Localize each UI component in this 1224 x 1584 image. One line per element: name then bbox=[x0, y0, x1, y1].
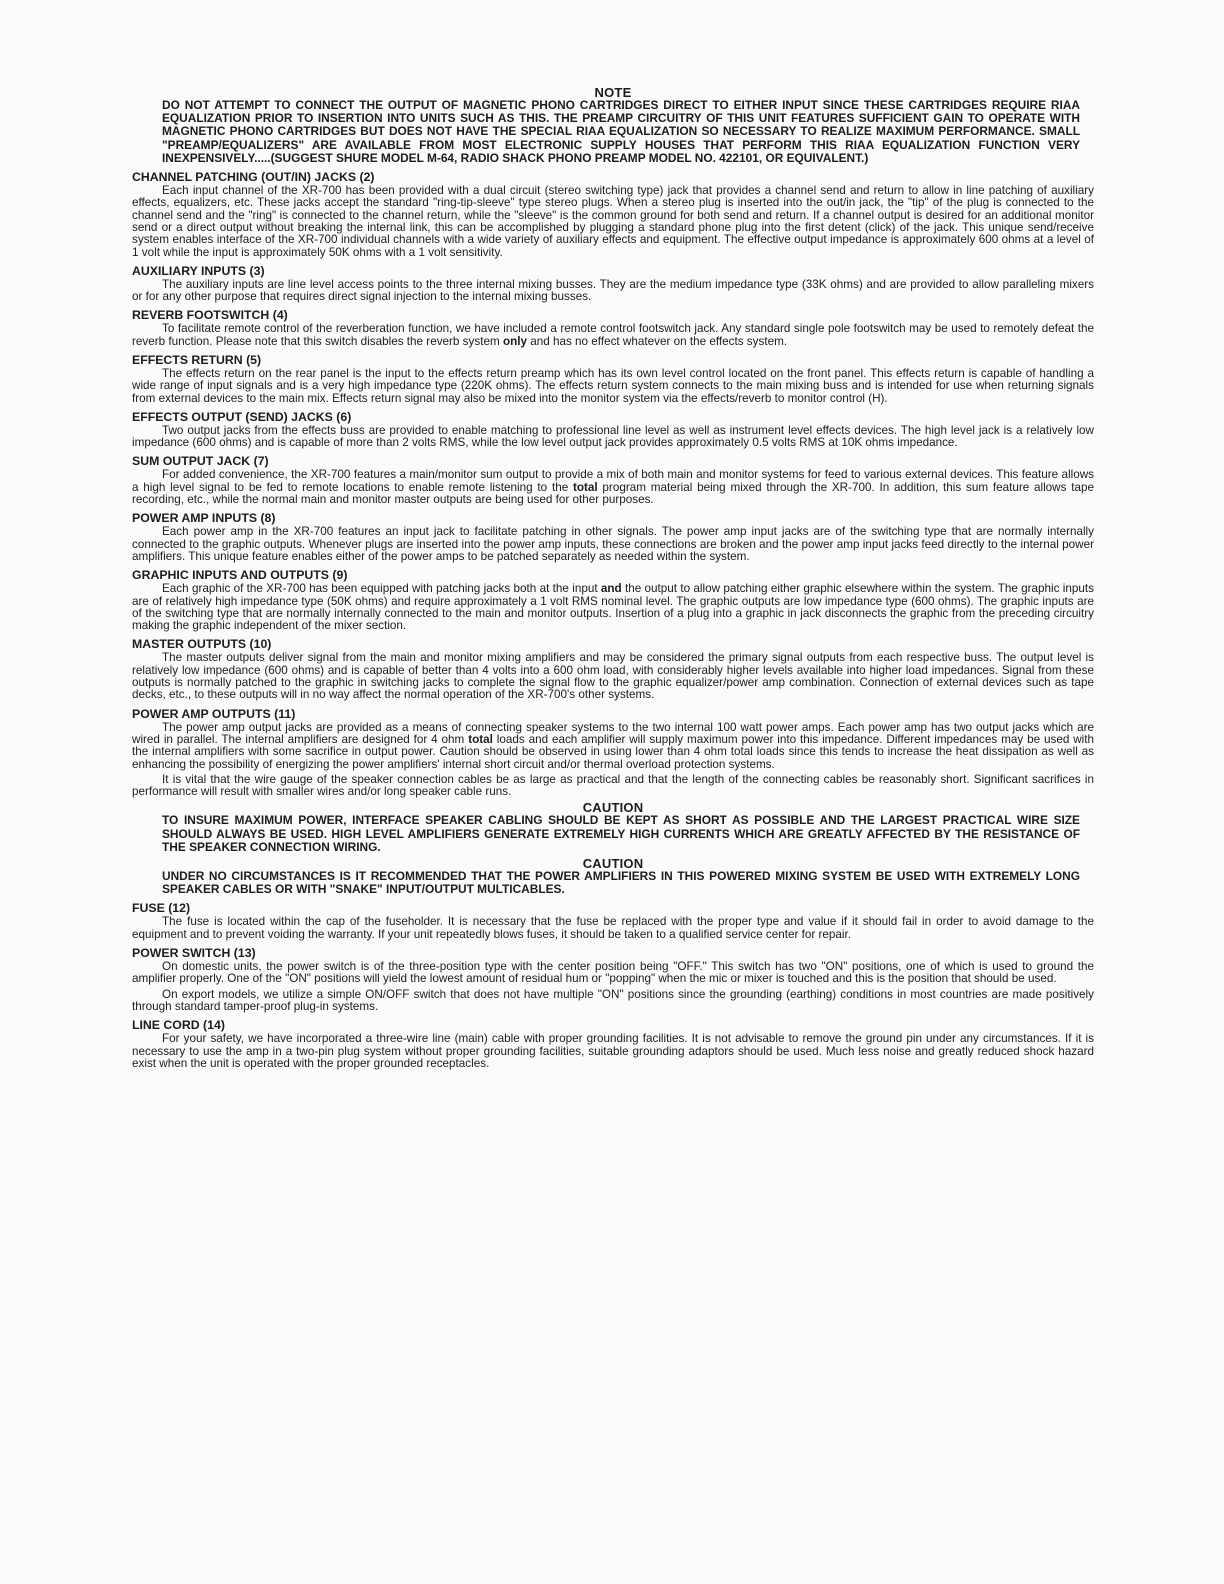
section-heading: REVERB FOOTSWITCH (4) bbox=[132, 308, 288, 323]
section-paragraph bbox=[132, 989, 1094, 1014]
section-heading: POWER AMP OUTPUTS (11) bbox=[132, 706, 296, 721]
paragraph-text: Two output jacks from the effects buss are provided to enable matching to professional line level as well as instrument level effects devices. The high level jack is a relatively low impedance (600 ohms) and is capable of more than 2 volts RMS, while the low level output jack provides approximately 0.5 volts RMS at 10K ohms impedance. bbox=[132, 423, 1094, 450]
paragraph-text: Each power amp in the XR-700 features an input jack to facilitate patching in other signals. The power amp input jacks are of the switching type that are normally internally connected to the graphic outputs. Whenever plugs are inserted into the power amp inputs, these connections are broken and the power amp input jacks feed directly to the internal power amplifiers. This unique feature enables either of the power amps to be patched separately as needed within the system. bbox=[132, 525, 1094, 563]
section-paragraph bbox=[132, 425, 1094, 450]
paragraph-text: program material being mixed through the XR-700. In addition, this sum feature allows tape recording, etc., while the normal main and monitor master outputs are being used for other purposes. bbox=[132, 480, 1094, 507]
section-paragraph bbox=[132, 722, 1094, 771]
section-heading: EFFECTS OUTPUT (SEND) JACKS (6) bbox=[132, 409, 352, 424]
section-heading: POWER SWITCH (13) bbox=[132, 946, 256, 961]
sections-part-1 bbox=[132, 170, 1094, 798]
section-paragraph bbox=[132, 368, 1094, 405]
paragraph-text: The power amp output jacks are provided as a means of connecting speaker systems to the two internal 100 watt power amps. Each power amp has two output jacks which are wired in parallel. The internal amplifiers are designed for 4 ohm bbox=[132, 720, 1094, 746]
section-paragraph bbox=[132, 323, 1094, 348]
section-paragraph bbox=[132, 526, 1094, 563]
section-paragraph bbox=[132, 961, 1094, 986]
paragraph-text: On domestic units, the power switch is of the three-position type with the center position being "OFF." This switch has two "ON" positions, one of which is used to ground the amplifier properly. One of the "ON" positions will yield the lowest amount of residual hum or "popping" when the mic or mixer is touched and this is the position that should be used. bbox=[132, 960, 1094, 986]
paragraph-text: Each graphic of the XR-700 has been equipped with patching jacks both at the input bbox=[162, 582, 601, 596]
paragraph-text: For added convenience, the XR-700 features a main/monitor sum output to provide a mix of both main and monitor systems for feed to various external devices. This feature allows a high level signal to be fed to remote locations to enable remote listening to the bbox=[132, 468, 1094, 494]
section-heading: GRAPHIC INPUTS AND OUTPUTS (9) bbox=[132, 568, 348, 583]
caution-text: UNDER NO CIRCUMSTANCES IS IT RECOMMENDED THAT THE POWER AMPLIFIERS IN THIS POWERED MIXING SYSTEM BE USED WITH EXTREMELY LONG SPEAKER CABLES OR WITH "SNAKE" INPUT/OUTPUT MULTICABLES. bbox=[162, 869, 1080, 897]
section-paragraph bbox=[132, 916, 1094, 941]
paragraph-text: On export models, we utilize a simple ON/OFF switch that does not have multiple "ON" positions since the grounding (earthing) conditions in most countries are made positively through standard tamper-proof plug-in systems. bbox=[132, 987, 1094, 1013]
paragraph-text: It is vital that the wire gauge of the speaker connection cables be as large as practical and that the length of the connecting cables be reasonably short. Significant sacrifices in performance will result with smaller wires and/or long speaker cable runs. bbox=[132, 772, 1094, 799]
emphasis-text: total bbox=[572, 480, 598, 494]
paragraph-text: Each input channel of the XR-700 has been provided with a dual circuit (stereo switching type) jack that provides a channel send and return to allow in line patching of auxiliary effects, equalizers, etc. These jacks accept the standard "ring-tip-sleeve" type stereo plugs. When a stereo plug is inserted into the out/in jack, the "tip" of the plug is connected to the channel send and the "ring" is connected to the channel return, while the "sleeve" is the common ground for both send and return. If a channel output is desired for an additional monitor send or a direct output without breaking the internal link, this can be accomplished by plugging a standard phone plug into the first detent (click) of the jack. This unique send/receive system enables interface of the XR-700 individual channels with a wide variety of auxiliary effects and equipment. The effective output impedance is approximately 600 ohms at a level of 1 volt while the input is approximately 50K ohms with a 1 volt sensitivity. bbox=[132, 184, 1094, 259]
paragraph-text: The master outputs deliver signal from the main and monitor mixing amplifiers and may be considered the primary signal outputs from each respective buss. The output level is relatively low impedance (600 ohms) and is capable of better than 4 volts into a 600 ohm load, with considerably higher levels available into higher load impedances. Signal from these outputs is normally patched to the graphic in switching jacks to complete the signal flow to the graphic equalizer/power amp combination. Connection of external devices such as tape decks, etc., to these outputs will in no way affect the normal operation of the XR-700's other systems. bbox=[132, 651, 1094, 702]
caution-title: CAUTION bbox=[582, 856, 644, 872]
section-heading: POWER AMP INPUTS (8) bbox=[132, 511, 276, 526]
section-paragraph bbox=[132, 583, 1094, 632]
paragraph-text: loads and each amplifier will supply maximum power into this impedance. Different impedances may be used with the internal amplifiers with some sacrifice in output power. Caution should be observed in using lower than 4 ohm total loads since this tends to increase the heat dissipation as well as enhancing the possibility of energizing the power amplifiers' internal short circuit and/or thermal overload protection systems. bbox=[132, 732, 1094, 771]
emphasis-text: total bbox=[468, 732, 493, 746]
caution-text: TO INSURE MAXIMUM POWER, INTERFACE SPEAKER CABLING SHOULD BE KEPT AS SHORT AS POSSIBLE AND THE LARGEST PRACTICAL WIRE SIZE SHOULD ALWAYS BE USED. HIGH LEVEL AMPLIFIERS GENERATE EXTREMELY HIGH CURRENTS WHICH ARE GREATLY AFFECTED BY THE RESISTANCE OF THE SPEAKER CONNECTION WIRING. bbox=[162, 813, 1080, 854]
section-heading: EFFECTS RETURN (5) bbox=[132, 352, 262, 367]
note-title: NOTE bbox=[594, 85, 632, 100]
section-paragraph bbox=[132, 279, 1094, 304]
paragraph-text: The fuse is located within the cap of the fuseholder. It is necessary that the fuse be replaced with the proper type and value if it should fail in order to avoid damage to the equipment and to prevent voiding the warranty. If your unit repeatedly blows fuses, it should be taken to a qualified service center for repair. bbox=[132, 915, 1094, 941]
section-heading: FUSE (12) bbox=[132, 901, 191, 916]
manual-page bbox=[132, 86, 1094, 1070]
section-paragraph bbox=[132, 185, 1094, 259]
paragraph-text: the output to allow patching either graphic elsewhere within the system. The graphic inputs are of relatively high impedance type (50K ohms) and require approximately a 1 volt RMS nominal level. The graphic outputs are low impedance type (600 ohms). The graphic inputs are of the switching type that are normally internally connected to the main and monitor outputs. Insertion of a plug into a graphic in jack disconnects the graphic from the preceding circuitry making the graphic independent of the mixer section. bbox=[132, 582, 1094, 633]
note-text: DO NOT ATTEMPT TO CONNECT THE OUTPUT OF MAGNETIC PHONO CARTRIDGES DIRECT TO EITHER INPUT SINCE THESE CARTRIDGES REQUIRE RIAA EQUALIZATION PRIOR TO INSERTION INTO UNITS SUCH AS THIS. THE PREAMP CIRCUITRY OF THIS UNIT FEATURES SUFFICIENT GAIN TO OPERATE WITH MAGNETIC PHONO CARTRIDGES BUT DOES NOT HAVE THE SPECIAL RIAA EQUALIZATION SO NECESSARY TO REALIZE MAXIMUM PERFORMANCE. SMALL "PREAMP/EQUALIZERS" ARE AVAILABLE FROM MOST ELECTRONIC SUPPLY HOUSES THAT PERFORM THIS RIAA EQUALIZATION FUNCTION VERY INEXPENSIVELY.....(SUGGEST SHURE MODEL M-64, RADIO SHACK PHONO PREAMP MODEL NO. 422101, OR EQUIVALENT.) bbox=[162, 98, 1080, 165]
paragraph-text: The auxiliary inputs are line level access points to the three internal mixing busses. They are the medium impedance type (33K ohms) and are provided to allow paralleling mixers or for any other purpose that requires direct signal injection to the internal mixing busses. bbox=[132, 277, 1094, 304]
section-heading: AUXILIARY INPUTS (3) bbox=[132, 263, 265, 278]
emphasis-text: only bbox=[502, 334, 527, 348]
section-heading: CHANNEL PATCHING (OUT/IN) JACKS (2) bbox=[132, 170, 375, 185]
paragraph-text: To facilitate remote control of the reverberation function, we have included a remote control footswitch jack. Any standard single pole footswitch may be used to remotely defeat the reverb function. Please note that this switch disables the reverb system bbox=[132, 322, 1094, 348]
sections-part-2 bbox=[132, 901, 1094, 1070]
section-heading: MASTER OUTPUTS (10) bbox=[132, 637, 272, 652]
section-paragraph bbox=[132, 1033, 1094, 1070]
paragraph-text: For your safety, we have incorporated a three-wire line (main) cable with proper grounding facilities. It is not advisable to remove the ground pin under any circumstances. If it is necessary to use the amp in a two-pin plug system without proper grounding facilities, suitable grounding adaptors should be used. Much less noise and greatly reduced shock hazard exist when the unit is operated with the proper grounded receptacles. bbox=[132, 1032, 1094, 1070]
section-heading: SUM OUTPUT JACK (7) bbox=[132, 454, 269, 469]
section-paragraph bbox=[132, 652, 1094, 701]
section-paragraph bbox=[132, 774, 1094, 799]
note-block bbox=[132, 86, 1094, 165]
section-paragraph bbox=[132, 469, 1094, 506]
caution-block-1 bbox=[132, 801, 1094, 854]
section-heading: LINE CORD (14) bbox=[132, 1018, 225, 1033]
paragraph-text: and has no effect whatever on the effects system. bbox=[526, 334, 788, 348]
paragraph-text: The effects return on the rear panel is the input to the effects return preamp which has its own level control located on the front panel. This effects return is capable of handling a wide range of input signals and is a very high impedance type (220K ohms). The effects return system connects to the main mixing buss and is intended for use when returning signals from external devices to the main mix. Effects return signal may also be mixed into the monitor system via the effects/reverb to monitor control (H). bbox=[132, 366, 1094, 405]
caution-title: CAUTION bbox=[582, 800, 644, 816]
emphasis-text: and bbox=[600, 582, 622, 596]
caution-block-2 bbox=[132, 857, 1094, 896]
